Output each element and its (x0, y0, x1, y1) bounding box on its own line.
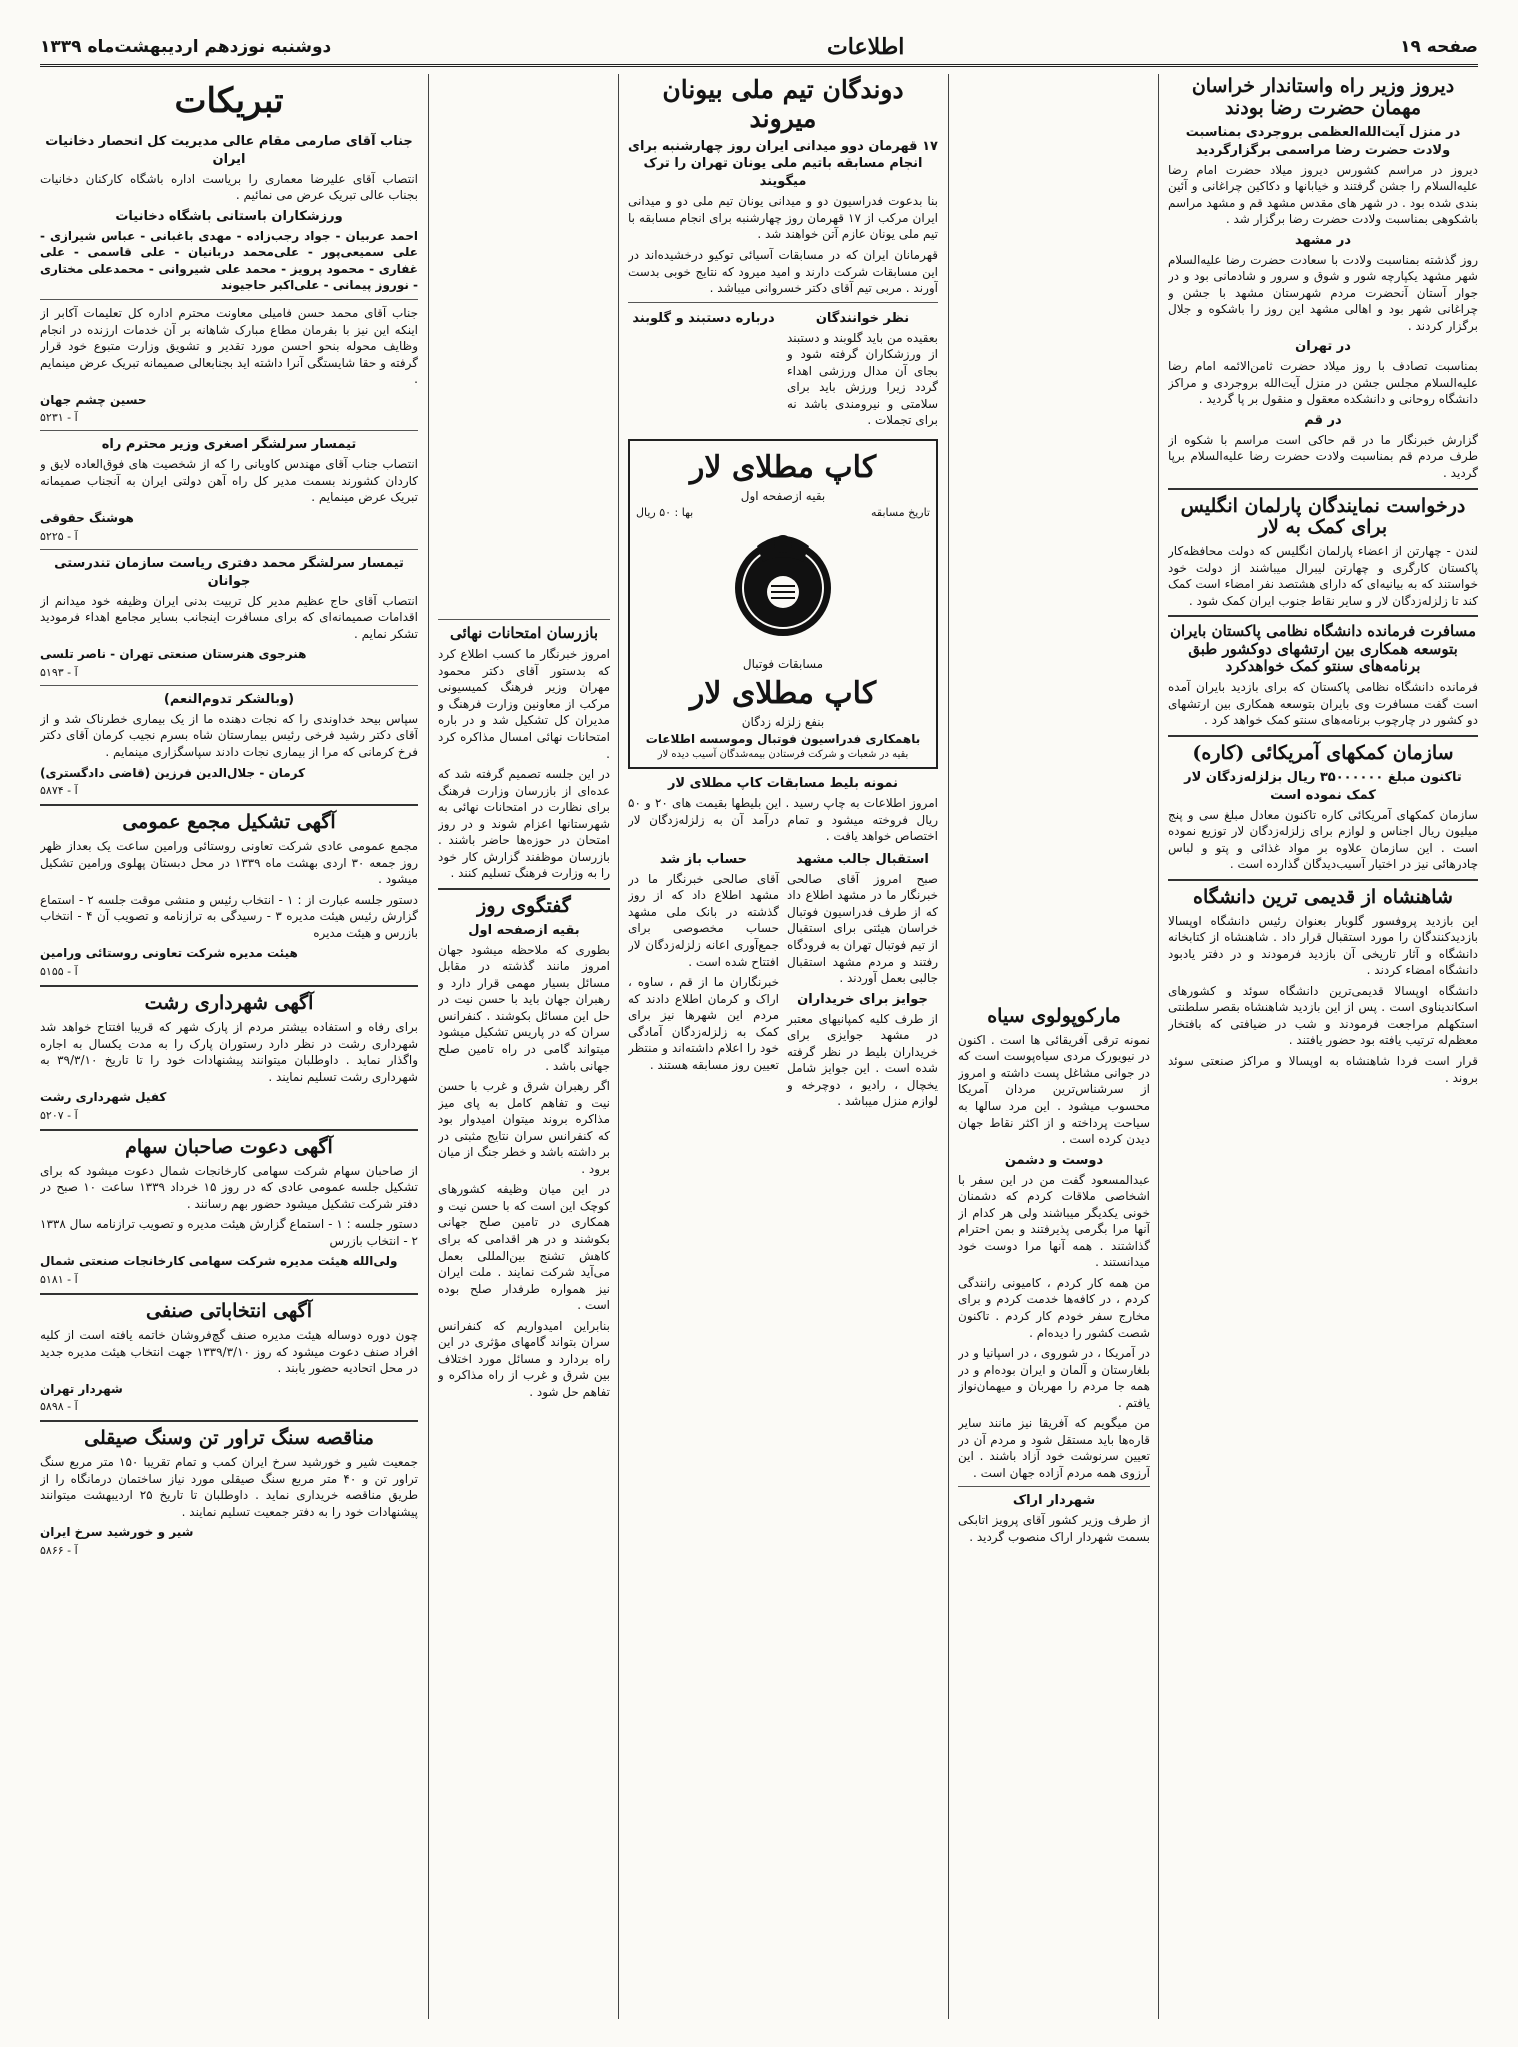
headline-pakistan-commander: مسافرت فرمانده دانشگاه نظامی پاکستان بایران بتوسعه همکاری بین ارتشهای دوکشور طبق برنامه‌های سنتو کمک خواهدکرد (1169, 622, 1477, 675)
divider (40, 1420, 418, 1422)
ad-heading-shareholders: آگهی دعوت صاحبان سهام (125, 1135, 333, 1158)
notice-signature: هوشنگ حقوقی (40, 511, 134, 526)
subheadline-runners: ۱۷ قهرمان دوو میدانی ایران روز چهارشنبه برای انجام مسابقه باتیم ملی یونان تهران را ترک میگویند (628, 138, 938, 190)
divider (40, 685, 418, 686)
headline-care: سازمان کمکهای آمریکائی (کاره) (1192, 741, 1454, 764)
ad-price: بها : ۵۰ ریال (636, 505, 694, 519)
article-text: سازمان کمکهای آمریکائی کاره تاکنون معادل مبلغ سی و پنج میلیون ریال اجناس و لوازم برای زلزله‌زدگان لار توزیع نموده است . این سازمان علاوه بر مواد غذائی و پتو و لباس چادرهائی نیز در اختیار آسیب‌دیدگان گذارده است . (1168, 807, 1478, 872)
lar-cup-subsections (628, 849, 938, 1114)
article-text: لندن - چهارتن از اعضاء پارلمان انگلیس که دولت محافظه‌کار پاکستان کارگری و چهارتن لیبرال میباشند از دولت خود خواستند که به بیانیه‌ای که دارای هشتصد نفر امضاء است کمک کند تا زلزله‌زدگان لار و سایر نقاط جنوب ایران کمک شود . (1168, 544, 1478, 608)
headline-bracelet: درباره دستبند و گلوبند (632, 310, 775, 326)
ad-title: کاپ مطلای لار (689, 449, 877, 485)
dateline-qom: در قم (1304, 413, 1342, 428)
ad-signature: کفیل شهرداری رشت (40, 1090, 167, 1105)
ad-heading-guild-election: آگهی انتخاباتی صنفی (145, 1300, 313, 1323)
divider (40, 549, 418, 550)
ad-continued: بقیه ازصفحه اول (740, 489, 826, 504)
notice-heading: تیمسار سرلشگر اصغری وزیر محترم راه (101, 437, 357, 453)
dateline-mashhad: در مشهد (1294, 232, 1352, 248)
article-text: قهرمانان ایران که در مسابقات آسیائی توکیو درخشیده‌اند در این مسابقات شرکت دارند و امید میرود که نتایج خوبی بدست آورند . مربی تیم آقای دکتر خسروانی میباشد . (628, 247, 938, 296)
notice-code: آ - ۵۸۷۴ (40, 784, 78, 798)
ad-caption: مسابقات فوتبال (742, 657, 824, 672)
article-text: اگر رهبران شرق و غرب با حسن نیت و تفاهم کامل به پای میز مذاکره بروند میتوان امیدوار بود که کنفرانس سران نتایج مثبتی در بر داشته باشد و خطر جنگ از میان برود . (438, 1079, 610, 1176)
notice-signature: کرمان - جلال‌الدین فرزین (قاضی دادگستری) (40, 765, 306, 780)
headline-black-marco-polo: مارکوپولوی سیاه (987, 1005, 1121, 1027)
divider (40, 1293, 418, 1295)
column-rule (618, 74, 619, 2019)
headline-prizes: جوایز برای خریداران (797, 991, 928, 1007)
notice-text: جناب آقای محمد حسن فامیلی معاونت محترم اداره کل تعلیمات آکابر از اینکه این نیز با بفرمان مطاع مبارک شاهانه بر آن خدمات ارزنده در انجام وظایف محوله بنحو احسن مورد تقدیر و تشویق وزارت متبوع خود قرار گرفته و حقا شایستگی آنرا داشته اید بجنابعالی صمیمانه تبریک عرض مینمایم . (40, 306, 418, 387)
headline-shah-university: شاهنشاه از قدیمی ترین دانشگاه (1193, 885, 1453, 908)
divider (40, 430, 418, 431)
ad-heading-tender: مناقصه سنگ تراور تن وسنگ صیقلی (84, 1427, 374, 1450)
notice-signature: حسین چشم جهان (40, 392, 147, 407)
column-1 (1168, 74, 1478, 2019)
divider (40, 804, 418, 806)
notice-signature: هنرجوی هنرستان صنعتی تهران - ناصر تلسی (40, 647, 307, 662)
article-text: بنابراین امیدواریم که کنفرانس سران بتواند گامهای مؤثری در این راه بردارد و مسائل مورد اختلاف بین شرق و غرب از راه مذاکره و تفاهم حل شود . (438, 1318, 610, 1399)
newspaper-name: اطلاعات (827, 34, 905, 60)
article-text: امروز خبرنگار ما کسب اطلاع کرد که بدستور آقای دکتر محمود مهران وزیر فرهنگ کمیسیونی مرکب از معاونین وزارت فرهنگ و مدیران کل تشکیل شد و در باره امتحانات نهائی امسال مذاکره کرد . (438, 647, 610, 761)
divider (1168, 879, 1478, 881)
ad-text: از صاحبان سهام شرکت سهامی کارخانجات شمال دعوت میشود که برای تشکیل جلسه عمومی عادی که در روز ۱۵ خرداد ۱۳۳۹ ساعت ۱۰ صبح در دفتر شرکت تشکیل میشود حضور بهم رسانند . (40, 1163, 418, 1211)
article-text: از طرف وزیر کشور آقای پرویز اتابکی بسمت شهردار اراک منصوب گردید . (958, 1513, 1150, 1544)
divider (1168, 488, 1478, 490)
ad-title-2: کاپ مطلای لار (689, 676, 877, 712)
headline-arak-mayor: شهردار اراک (1012, 1493, 1096, 1509)
ad-heading-general-assembly: آگهی تشکیل مجمع عمومی (122, 811, 336, 834)
continued-note: بقیه ازصفحه اول (468, 922, 580, 938)
ad-code: آ - ۵۸۶۶ (40, 1543, 78, 1557)
article-text: در این جلسه تصمیم گرفته شد که عده‌ای از بازرسان وزارت فرهنگ برای نظارت در امتحانات نهائی به شهرستانها اعزام شوند و در روز امتحان در حوزه‌ها حاضر باشند . بازرسان موظفند گزارش کار خود را به وزارت فرهنگ تسلیم کنند . (438, 767, 610, 881)
article-text: فرمانده دانشگاه نظامی پاکستان که برای بازدید بایران آمده است گفت مسافرت وی بایران بتوسعه همکاری بین ارتشهای دو کشور در چارچوب برنامه‌های سنتو کمک خواهد کرد . (1168, 680, 1478, 728)
divider (628, 302, 938, 303)
ad-ticket-row (636, 505, 930, 520)
headline-exam-inspectors: بازرسان امتحانات نهائی (449, 624, 598, 642)
ad-code: آ - ۵۲۰۷ (40, 1108, 78, 1122)
article-text: بطوری که ملاحظه میشود جهان امروز مانند گذشته در مقابل مسائل بسیار مهمی قرار دارد و رهبران جهان باید با حسن نیت در حل این مسائل بکوشند . کنفرانس سران که در پاریس تشکیل میشود میتواند گامی در راه تامین صلح جهانی باشد . (438, 942, 610, 1073)
ad-signature: شهردار تهران (40, 1381, 123, 1396)
article-text: دانشگاه اوپسالا قدیمی‌ترین دانشگاه سوئد و کشورهای اسکاندیناوی است . پس از این بازدید شاهنشاه بقصر سلطنتی استکهلم مراجعت فرمودند و شب در ضیافتی که بافتخار معظم‌له ترتیب یافته بود حضور یافتند . (1168, 983, 1478, 1048)
article-text: گزارش خبرنگار ما در قم حاکی است مراسم با شکوه از طرف مردم قم بمناسبت ولادت حضرت رضا علیه‌السلام برپا گردید . (1168, 432, 1478, 481)
article-text: من میگویم که آفریقا نیز مانند سایر قاره‌ها باید مستقل شود و مردم آن در تعیین سرنوشت خود آزاد باشند . این آرزوی همه مردم آزاده جهان است . (958, 1416, 1150, 1480)
ad-heading-rasht: آگهی شهرداری رشت (144, 992, 314, 1015)
column-5 (40, 74, 418, 2019)
article-text: بعقیده من باید گلوبند و دستبند از ورزشکاران گرفته شود و بجای آن مدال ورزشی اهداء گردد زیرا ورزش باید برای سلامتی و نیرومندی باشد نه برای تجملات . (787, 330, 938, 428)
column-rule (948, 74, 949, 2019)
article-text: صبح امروز آقای صالحی خبرنگار ما در مشهد اطلاع داد که از طرف فدراسیون فوتبال خراسان هیئتی برای استقبال از تیم فوتبال تهران به فرودگاه رفتند و مردم مشهد استقبال جالبی بعمل آوردند . (787, 871, 938, 986)
column-2 (958, 74, 1150, 2019)
column-rule (1158, 74, 1159, 2019)
ad-text: برای رفاه و استفاده بیشتر مردم از پارک شهر که قریبا افتتاح خواهد شد شهرداری رشت در نظر دارد رستوران پارک را به مدت یکسال به اجاره واگذار نماید . داوطلبان میتوانند پیشنهادات خود را تا تاریخ ۳۹/۳/۱۰ به شهرداری رشت تسلیم نمایند . (40, 1019, 418, 1084)
ad-signature: شیر و خورشید سرخ ایران (40, 1525, 194, 1540)
article-text: از طرف کلیه کمپانیهای معتبر در مشهد جوایزی برای خریداران بلیط در نظر گرفته شده است . این جوایز شامل یخچال ، رادیو ، دوچرخه و لوازم منزل میباشد . (787, 1011, 938, 1109)
notice-heading: (وبالشکر تدوم‌النعم) (163, 691, 295, 707)
article-text: این بازدید پروفسور گلوبار بعنوان رئیس دانشگاه اوپسالا بازدیدکنندگان را مورد استقبال قرار داد . شاهنشاه از کتابخانه دانشگاه و آثار تاریخی آن بازدید فرمودند و در دفتر یادبود دانشگاه امضاء کردند . (1168, 913, 1478, 978)
divider (438, 619, 610, 620)
article-text: روز گذشته بمناسبت ولادت با سعادت حضرت رضا علیه‌السلام شهر مشهد یکپارچه شور و شوق و سرور و شادمانی بود و در جوار آستان آنحضرت مردم شهرستان مشهد با جشن و چراغانی شهر بود و اهالی مشهد این روز را باشکوه و جلال برگزار کردند . (1168, 252, 1478, 333)
divider (40, 299, 418, 300)
lar-cup-ad (628, 439, 938, 769)
article-text: من همه کار کردم ، کامیونی رانندگی کردم ، در کافه‌ها خدمت کردم و برای مخارج سفر خودم کار کردم . تاکنون شصت کشور را دیده‌ام . (958, 1275, 1150, 1340)
article-text: قرار است فردا شاهنشاه به اوپسالا و مراکز صنعتی سوئد بروند . (1168, 1053, 1478, 1085)
column-3 (628, 74, 938, 2019)
subheadline-care: تاکنون مبلغ ۳۵۰۰۰۰۰۰ ریال بزلزله‌زدگان لار کمک نموده است (1184, 769, 1462, 803)
names-list: احمد عربیان - جواد رجب‌زاده - مهدی باغبانی - عباس شیرازی - علی سمیعی‌پور - علی‌محمد دربانیان - علی قاسمی - علی غفاری - محمود پرویز - محمد علی شیروانی - محمدعلی مختاری - نوروز پیمانی - علی‌اکبر حاجیوند (40, 228, 418, 293)
ad-code: آ - ۵۱۸۱ (40, 1273, 78, 1286)
section-friend-enemy: دوست و دشمن (1004, 1152, 1104, 1168)
article-text: آقای صالحی خبرنگار ما در مشهد اطلاع داد که از روز گذشته در بانک ملی مشهد حساب مخصوصی برای جمع‌آوری اعانه زلزله‌زدگان لار افتتاح شده است . (628, 871, 779, 969)
ad-code: آ - ۵۱۵۵ (40, 964, 78, 978)
article-text: دیروز در مراسم کشورس دیروز میلاد حضرت امام رضا علیه‌السلام را جشن گرفتند و خیابانها و دکاکین چراغانی و آئین بندی شده بود . در شهر های مقدس مشهد قم و مشهد مراسم باشکوهی بمناسبت ولادت حضرت رضا برگزار شد . (1168, 162, 1478, 227)
page-number: صفحه ۱۹ (1400, 37, 1478, 57)
article-text: نمونه ترقی آفریقائی ها است . اکنون در نیویورک مردی سیاه‌پوست است که در جوانی مشاغل پست داشته و امروز از سرشناس‌ترین مردان آمریکا محسوب میشود . این مرد سالها به سیاحت پرداخته و از اکثر نقاط جهان دیدن کرده است . (958, 1032, 1150, 1147)
article-text: بنا بدعوت فدراسیون دو و میدانی یونان تیم ملی دو و میدانی ایران مرکب از ۱۷ قهرمان روز چهارشنبه برای انجام مسابقه با تیم ملی یونان عازم آتن خواهند شد . (628, 194, 938, 242)
ad-line-2: باهمکاری فدراسیون فوتبال وموسسه اطلاعات (645, 731, 921, 746)
masthead (40, 30, 1478, 67)
column-rule (428, 74, 429, 2019)
column-4 (438, 74, 610, 2019)
ad-text: مجمع عمومی عادی شرکت تعاونی روستائی ورامین ساعت یک بعداز ظهر روز جمعه ۳۰ اردی بهشت ماه ۱۳۳۹ در محل دبستان پهلوی ورامین تشکیل میشود . (40, 839, 418, 887)
divider (40, 1129, 418, 1131)
notice-code: آ - ۵۲۲۵ (40, 529, 78, 543)
newspaper-page (40, 30, 1478, 2025)
notice-heading: جناب آقای صارمی مقام عالی مدیریت کل انحصار دخانیات ایران (45, 133, 413, 167)
headline-mashhad-welcome: استقبال جالب مشهد (796, 851, 929, 867)
column-2-top-spacer (958, 74, 1150, 1004)
divider (438, 888, 610, 890)
divider (1168, 735, 1478, 737)
column-4-top-spacer (438, 74, 610, 614)
notice-text: انتصاب آقای حاج عظیم مدیر کل تربیت بدنی ایران وظیفه خود میدانم از اقدامات صمیمانه‌ای که برای مسافرت اینجانب بسایر مجامع اهداء فرمودید تشکر نمایم . (40, 593, 418, 641)
notice-code: آ - ۵۱۹۳ (40, 665, 78, 679)
ad-sample-note: نمونه بلیط مسابقات کاپ مطلای لار (667, 776, 899, 792)
notice-code: آ - ۵۲۳۱ (40, 411, 78, 425)
headline-readers-opinion: نظر خوانندگان (815, 310, 910, 326)
headline-runners-greece: دوندگان تیم ملی بیونان میروند (662, 75, 904, 133)
headline-road-minister: دیروز وزیر راه واستاندار خراسان مهمان حضرت رضا بودند (1191, 75, 1455, 119)
headline-daily-talk: گفتگوی روز (477, 894, 571, 917)
ad-agenda: دستور جلسه عبارت از : ۱ - انتخاب رئیس و منشی موقت جلسه ۲ - استماع گزارش رئیس هیئت مدیره ۳ - رسیدگی به ترازنامه و تصویب آن ۴ - انتخاب بازرس و هیئت مدیره (40, 892, 418, 940)
ad-line-1: بنفع زلزله زدگان (741, 715, 825, 730)
divider (1168, 615, 1478, 617)
notice-text: انتصاب آقای علیرضا معماری را بریاست اداره باشگاه کارکنان دخانیات بجناب عالی تبریک عرض می نمائیم . (40, 171, 418, 203)
notice-heading: تیمسار سرلشگر محمد دفتری ریاست سازمان تندرستی جوانان (54, 555, 404, 589)
divider (40, 985, 418, 987)
article-text: امروز اطلاعات به چاپ رسید . این بلیطها بقیمت های ۲۰ و ۵۰ ریال فروخته میشود و تمام درآمد آن به زلزله‌زدگان لار اختصاص خواهد یافت . (628, 796, 938, 844)
article-text: در آمریکا ، در شوروی ، در اسپانیا و در بلغارستان و آلمان و ایران بوده‌ام و در همه جا مردم را مهربان و میهمان‌نواز یافتم . (958, 1346, 1150, 1410)
headline-british-parliament: درخواست نمایندگان پارلمان انگلیس برای کمک به لار (1180, 494, 1466, 539)
issue-date: دوشنبه نوزدهم اردیبهشت‌ماه ۱۳۳۹ (40, 37, 332, 57)
divider (958, 1486, 1150, 1487)
article-text: بمناسبت تصادف با روز میلاد حضرت ثامن‌الائمه امام رضا علیه‌السلام مجلس جشن در منزل آیت‌الله بروجردی و مراکز دانشگاه روحانی و دانشکده معقول و منقول بر پا گردید . (1168, 359, 1478, 407)
notice-heading: ورزشکاران باستانی باشگاه دخانیات (115, 208, 343, 224)
ad-date-label: تاریخ مسابقه (871, 505, 930, 519)
ad-agenda: دستور جلسه : ۱ - استماع گزارش هیئت مدیره و تصویب ترازنامه سال ۱۳۳۸ ۲ - انتخاب بازرس (40, 1217, 418, 1248)
article-text: خبرنگاران ما از قم ، ساوه ، اراک و کرمان اطلاع دادند که مردم این شهرها نیز برای کمک به زلزله‌زدگان آمادگی خود را اعلام داشته‌اند و منتظر تعیین روز مسابقه هستند . (628, 975, 779, 1072)
notice-text: انتصاب جناب آقای مهندس کاویانی را که از شخصیت های فوق‌العاده لایق و کاردان کشورند بسمت مدیر کل راه آهن دولتی ایران به آنجناب صمیمانه تبریک عرض مینمایم . (40, 457, 418, 505)
ad-code: آ - ۵۸۹۸ (40, 1400, 78, 1414)
article-text: عبدالمسعود گفت من در این سفر با اشخاصی ملاقات کردم که دشمنان خونی یکدیگر میباشند ولی هر کدام از آنها مرا بگرمی پذیرفتند و بمن احترام گذاشتند . همه آنها مرا دوست خود میدانستند . (958, 1172, 1150, 1270)
subheadline-borujerdi: در منزل آیت‌الله‌العظمی بروجردی بمناسبت ولادت حضرت رضا مراسمی برگزارگردید (1185, 124, 1461, 158)
ad-text: چون دوره دوساله هیئت مدیره صنف گچ‌فروشان خاتمه یافته است از کلیه افراد صنف دعوت میشود که روز ۱۳۳۹/۳/۱۰ جهت انتخاب هیئت مدیره جدید در محل اتحادیه حضور یابند . (40, 1328, 418, 1376)
notice-text: سپاس بیحد خداوندی را که نجات دهنده ما از یک بیماری خطرناک شد و از آقای دکتر رشید فرخی رئیس بیمارستان شاه بسرم نجیب کرمان آقای دکتر فرخ کرمانی که مرا از بیماری نجات دادند سپاسگزاری مینمایم . (40, 711, 418, 760)
headline-account-opened: حساب باز شد (659, 851, 748, 867)
dateline-tehran: در تهران (1295, 339, 1351, 355)
ad-signature: ولی‌الله هیئت مدیره شرکت سهامی کارخانجات صنعتی شمال (40, 1254, 398, 1269)
readers-section (628, 308, 938, 433)
section-title-congratulations: تبریکات (174, 81, 284, 121)
ad-signature: هیئت مدیره شرکت تعاونی روستائی ورامین (40, 946, 298, 961)
ffi-emblem-icon (723, 526, 843, 646)
article-text: در این میان وظیفه کشورهای کوچک این است که با حسن نیت و همکاری در تامین صلح جهانی بکوشند و در هر اقدامی که برای کاهش تشنج بین‌المللی بعمل می‌آید شرکت نمایند . ملت ایران نیز همواره طرفدار صلح بوده است . (438, 1182, 610, 1313)
ad-text: جمعیت شیر و خورشید سرخ ایران کمب و تمام تقریبا ۱۵۰ متر مربع سنگ تراور تن و ۴۰ متر مربع سنگ صیقلی مورد نیاز ساختمان درمانگاه را از طریق مناقصه خریداری نماید . داوطلبان تا تاریخ ۲۵ اردیبهشت میتوانند پیشنهادات خود را به دفتر جمعیت تسلیم نمایند . (40, 1455, 418, 1519)
ad-line-3: بقیه در شعبات و شرکت فرستادن بیمه‌شدگان آسیب دیده لار (657, 748, 909, 760)
